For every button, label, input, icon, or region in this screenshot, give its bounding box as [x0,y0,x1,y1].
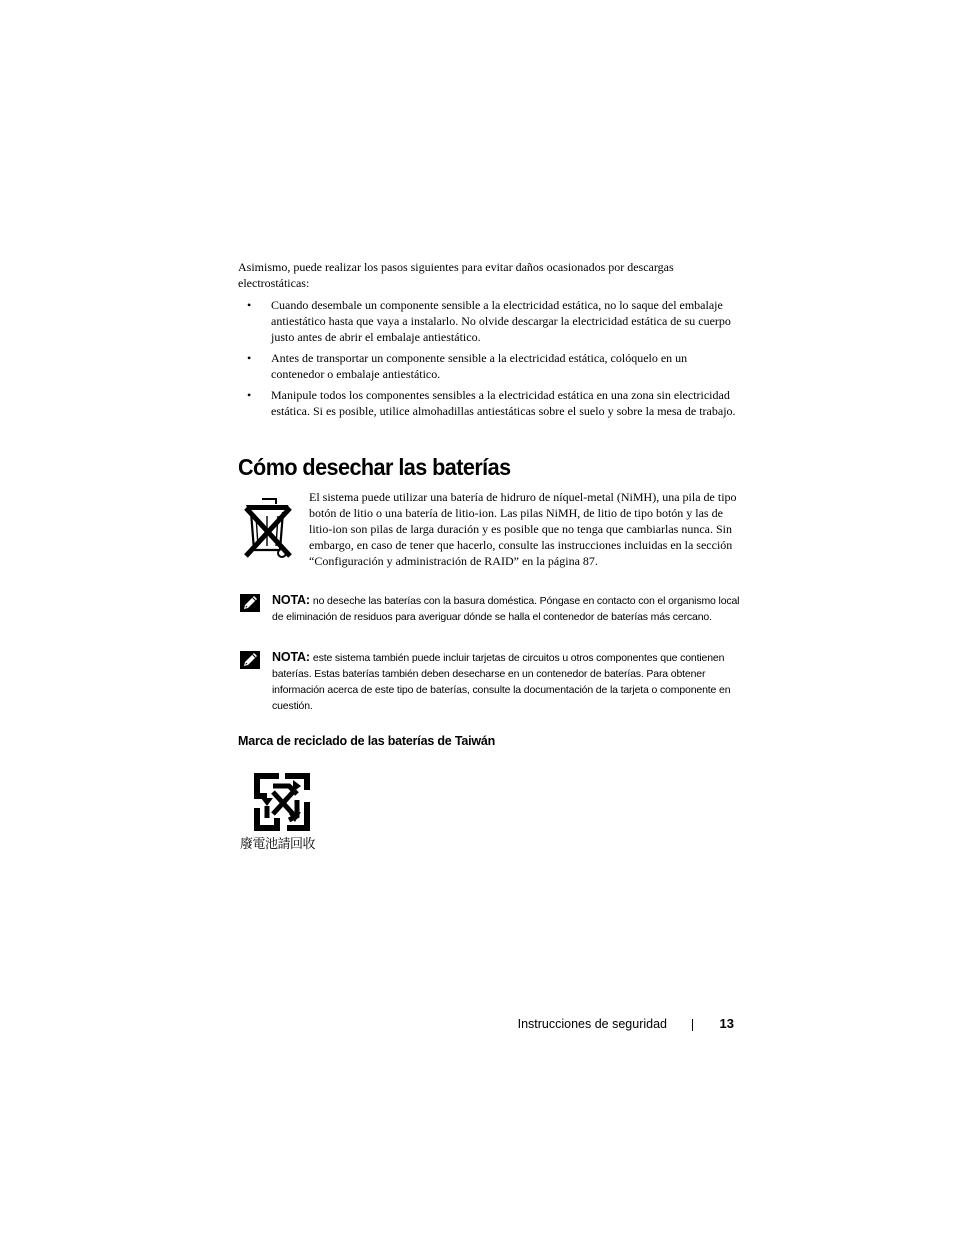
bullet-text: Manipule todos los componentes sensibles a la electricidad estática en una zona sin electricidad estática. Si es posible, utilice almohadillas antiestáticas sobre el suelo y sobre la mesa de trabajo. [271,388,736,418]
note-pencil-icon [240,651,262,669]
bullet-symbol: • [247,388,252,402]
bullet-symbol: • [247,298,252,312]
taiwan-recycle-icon [253,772,311,832]
note-pencil-icon [240,594,262,612]
bullet-text: Antes de transportar un componente sensible a la electricidad estática, colóquelo en un contenedor o embalaje antiestático. [271,351,688,381]
page-number: 13 [719,1016,734,1031]
footer-divider [692,1019,693,1031]
list-item [238,387,738,419]
bullet-text: Cuando desembale un componente sensible a la electricidad estática, no lo saque del embalaje antiestático hasta que vaya a instalarlo. No olvide descargar la electricidad estática de su cuerpo justo antes de abrir el embalaje antiestático. [271,298,731,344]
recycle-caption: 廢電池請回收 [240,837,316,852]
footer-title: Instrucciones de seguridad [517,1017,667,1031]
page-footer [0,1014,954,1034]
crossed-out-bin-icon [242,496,296,560]
note-label: NOTA: [272,650,310,664]
note-label: NOTA: [272,593,310,607]
list-item [238,297,738,345]
list-item [238,350,738,382]
note-text: no deseche las baterías con la basura doméstica. Póngase en contacto con el organismo local de eliminación de residuos para averiguar dónde se halla el contenedor de baterías más cercano. [272,595,740,623]
note-1 [240,592,740,625]
subsection-heading: Marca de reciclado de las baterías de Taiwán [238,734,496,748]
battery-paragraph: El sistema puede utilizar una batería de hidruro de níquel-metal (NiMH), una pila de tipo botón de litio o una batería de litio-ion. Las pilas NiMH, de litio de tipo botón y las de litio-ion son pilas de larga duración y es posible que no tenga que cambiarlas nunca. Sin embargo, en caso de tener que hacerlo, consulte las instrucciones incluidas en la sección “Configuración y administración de RAID” en la página 87. [309,490,737,568]
bullet-symbol: • [247,351,252,365]
note-2 [240,649,740,714]
section-heading: Cómo desechar las baterías [238,454,511,480]
note-text: este sistema también puede incluir tarjetas de circuitos u otros componentes que contienen baterías. Estas baterías también deben desecharse en un contenedor de baterías. Para obtener información acerca de este tipo de baterías, consulte la documentación de la tarjeta o componente en cuestión. [272,652,731,712]
bullet-list [238,297,738,424]
intro-paragraph: Asimismo, puede realizar los pasos siguientes para evitar daños ocasionados por descargas electrostáticas: [238,260,674,290]
